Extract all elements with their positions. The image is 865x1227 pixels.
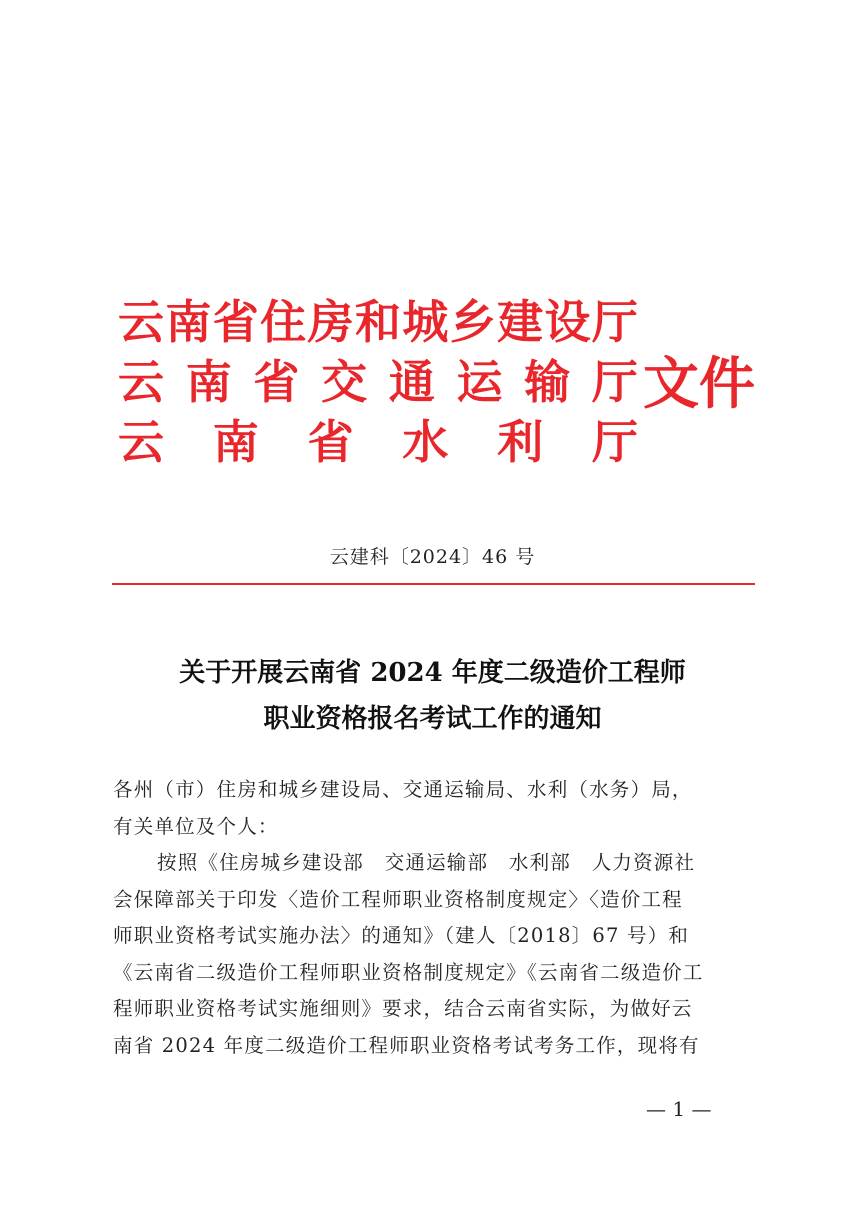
document-number: 云建科〔2024〕46 号: [329, 546, 536, 568]
issuer-char: 厅: [591, 415, 638, 469]
issuer-char: 和: [354, 295, 401, 349]
issuer-char: 水: [402, 415, 449, 469]
issuer-char: 交: [321, 355, 368, 409]
issuer-line-water: [118, 412, 638, 472]
issuer-char: 云: [118, 295, 164, 349]
issuer-char: 住: [260, 295, 307, 349]
issuer-line-housing: [118, 292, 638, 352]
issuer-char: 运: [456, 355, 503, 409]
issuer-char: 设: [544, 295, 591, 349]
issuer-char: 通: [388, 355, 435, 409]
document-suffix: 文件: [643, 351, 755, 417]
issuer-char: 厅: [591, 355, 638, 409]
issuer-char: 云: [118, 415, 164, 469]
issuer-char: 输: [524, 355, 571, 409]
body-line-4: 会保障部关于印发〈造价工程师职业资格制度规定〉〈造价工程: [113, 887, 683, 911]
page-number: — 1 —: [646, 1097, 712, 1121]
issuer-char: 利: [497, 415, 544, 469]
issuer-char: 南: [212, 415, 259, 469]
body-line-7: 程师职业资格考试实施细则》要求，结合云南省实际，为做好云: [113, 997, 693, 1020]
issuer-char: 省: [253, 355, 300, 409]
issuer-char: 建: [497, 295, 544, 349]
body-line-3: 按照《住房城乡建设部 交通运输部 水利部 人力资源社: [157, 851, 696, 874]
issuer-char: 云: [118, 355, 164, 409]
body-line-5: 师职业资格考试实施办法〉的通知》（建人〔2018〕67 号）和: [113, 924, 690, 947]
issuer-char: 房: [307, 295, 354, 349]
body-line-addressee-2: 有关单位及个人：: [113, 814, 279, 838]
issuer-char: 省: [212, 295, 259, 349]
notice-body: [113, 772, 758, 1064]
title-line-2: 职业资格报名考试工作的通知: [263, 704, 602, 734]
issuer-char: 南: [185, 355, 232, 409]
notice-title: [0, 650, 865, 742]
red-divider-line: [112, 583, 755, 585]
issuer-char: 城: [402, 295, 449, 349]
title-line-1: 关于开展云南省 2024 年度二级造价工程师: [179, 658, 686, 688]
issuer-char: 省: [307, 415, 354, 469]
body-line-8: 南省 2024 年度二级造价工程师职业资格考试考务工作，现将有: [113, 1033, 700, 1057]
body-line-addressee-1: 各州（市）住房和城乡建设局、交通运输局、水利（水务）局，: [113, 778, 693, 801]
body-line-6: 《云南省二级造价工程师职业资格制度规定》《云南省二级造价工: [113, 960, 704, 984]
issuer-char: 厅: [591, 295, 638, 349]
issuer-block: [118, 292, 658, 472]
issuer-char: 乡: [449, 295, 496, 349]
issuer-line-transport: [118, 352, 638, 412]
issuer-char: 南: [165, 295, 212, 349]
